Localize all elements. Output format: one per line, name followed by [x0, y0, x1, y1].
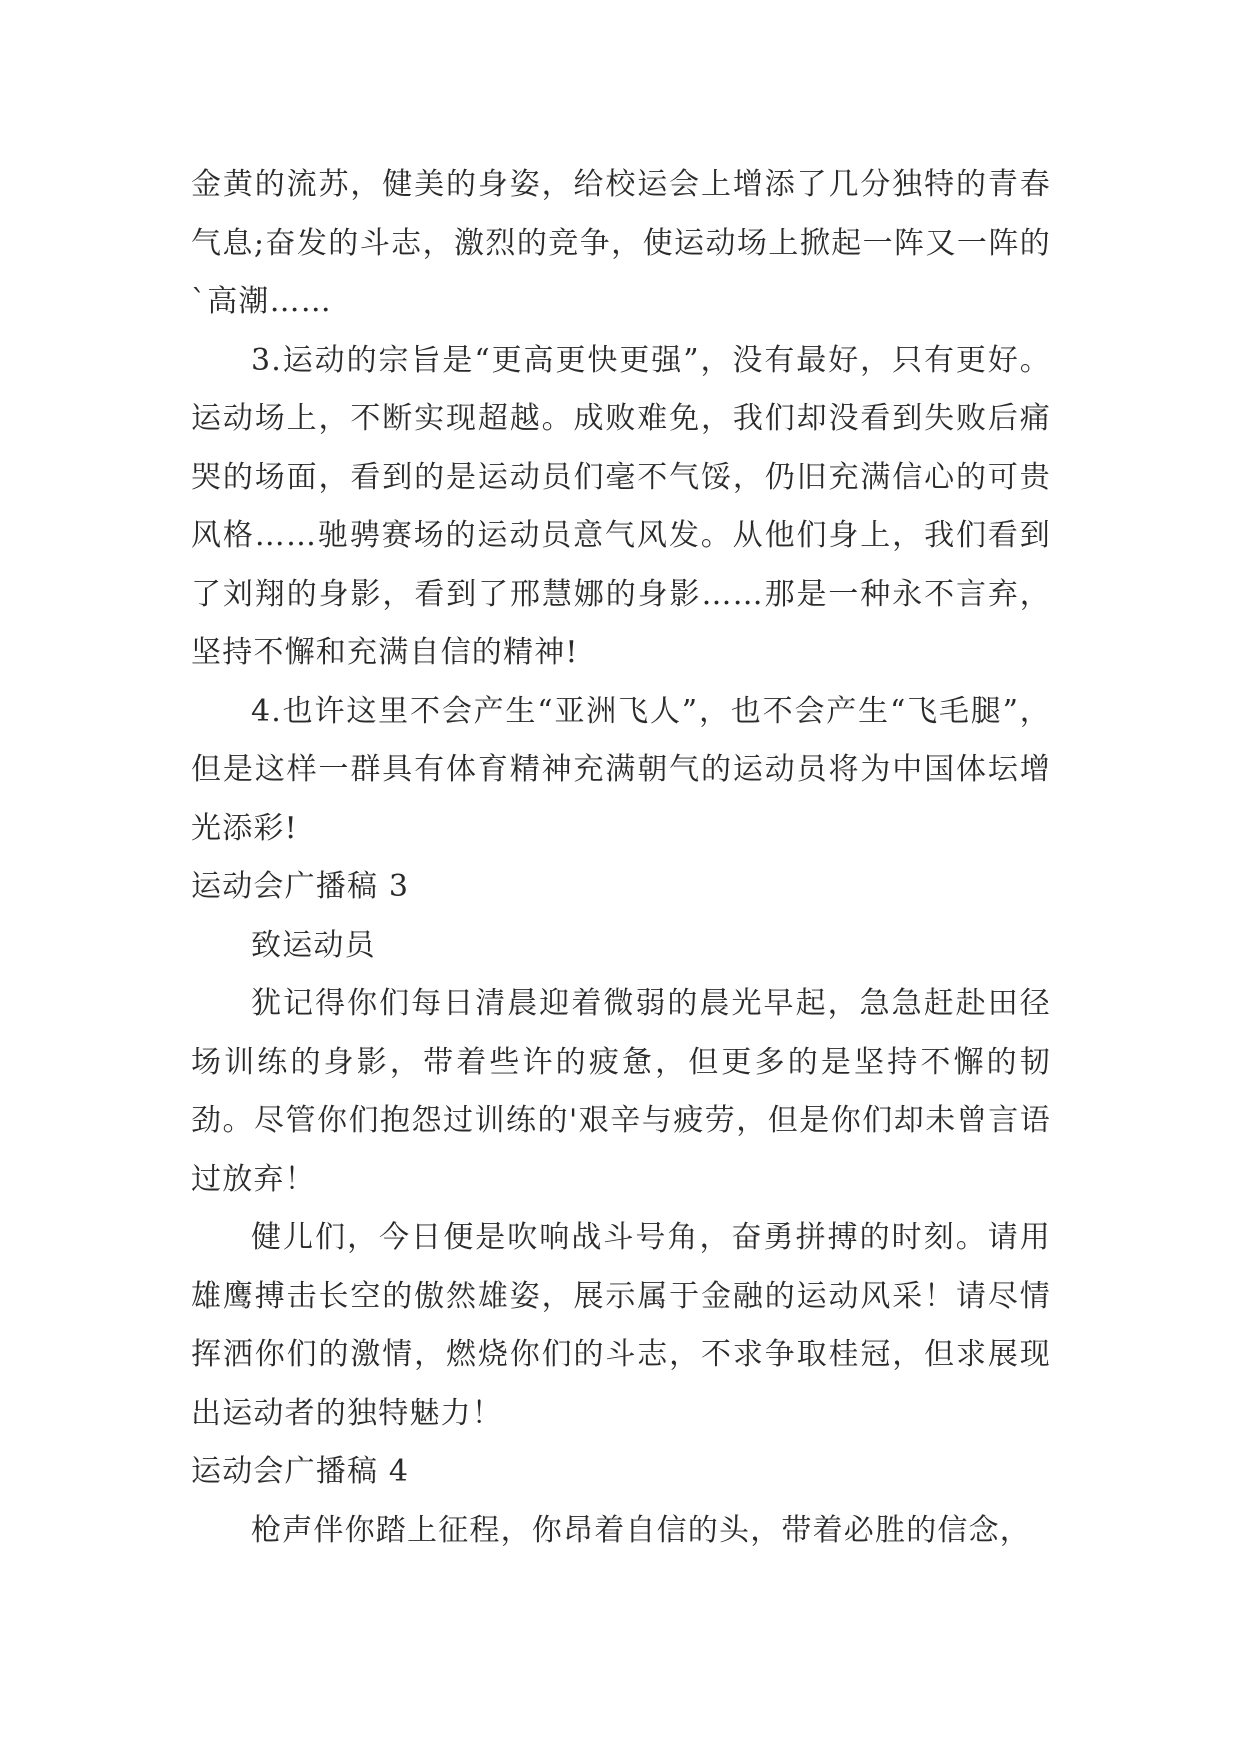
- document-page: [191, 156, 1051, 1560]
- paragraph-point-4: 4.也许这里不会产生“亚洲飞人”，也不会产生“飞毛腿”，但是这样一群具有体育精神充满朝气的运动员将为中国体坛增光添彩!: [191, 693, 1051, 846]
- paragraph-point-3: 3.运动的宗旨是“更高更快更强”，没有最好，只有更好。运动场上，不断实现超越。成败难免，我们却没看到失败后痛哭的场面，看到的是运动员们毫不气馁，仍旧充满信心的可贵风格……驰骋赛场的运动员意气风发。从他们身上，我们看到了刘翔的身影，看到了邢慧娜的身影……那是一种永不言弃，坚持不懈和充满自信的精神!: [191, 342, 1051, 670]
- paragraph-encouragement: 健儿们，今日便是吹响战斗号角，奋勇拼搏的时刻。请用雄鹰搏击长空的傲然雄姿，展示属于金融的运动风采！请尽情挥洒你们的激情，燃烧你们的斗志，不求争取桂冠，但求展现出运动者的独特魅力！: [191, 1220, 1051, 1431]
- paragraph-gunshot: 枪声伴你踏上征程，你昂着自信的头，带着必胜的信念，: [251, 1512, 1031, 1548]
- paragraph-salutation: 致运动员: [251, 927, 376, 963]
- paragraph-training: 犹记得你们每日清晨迎着微弱的晨光早起，急急赶赴田径场训练的身影，带着些许的疲惫，但更多的是坚持不懈的韧劲。尽管你们抱怨过训练的'艰辛与疲劳，但是你们却未曾言语过放弃！: [191, 986, 1051, 1197]
- section-heading-4: 运动会广播稿 4: [191, 1454, 410, 1489]
- section-heading-3: 运动会广播稿 3: [191, 869, 410, 904]
- paragraph-intro: 金黄的流苏，健美的身姿，给校运会上增添了几分独特的青春气息;奋发的斗志，激烈的竞争，使运动场上掀起一阵又一阵的`高潮……: [191, 167, 1051, 319]
